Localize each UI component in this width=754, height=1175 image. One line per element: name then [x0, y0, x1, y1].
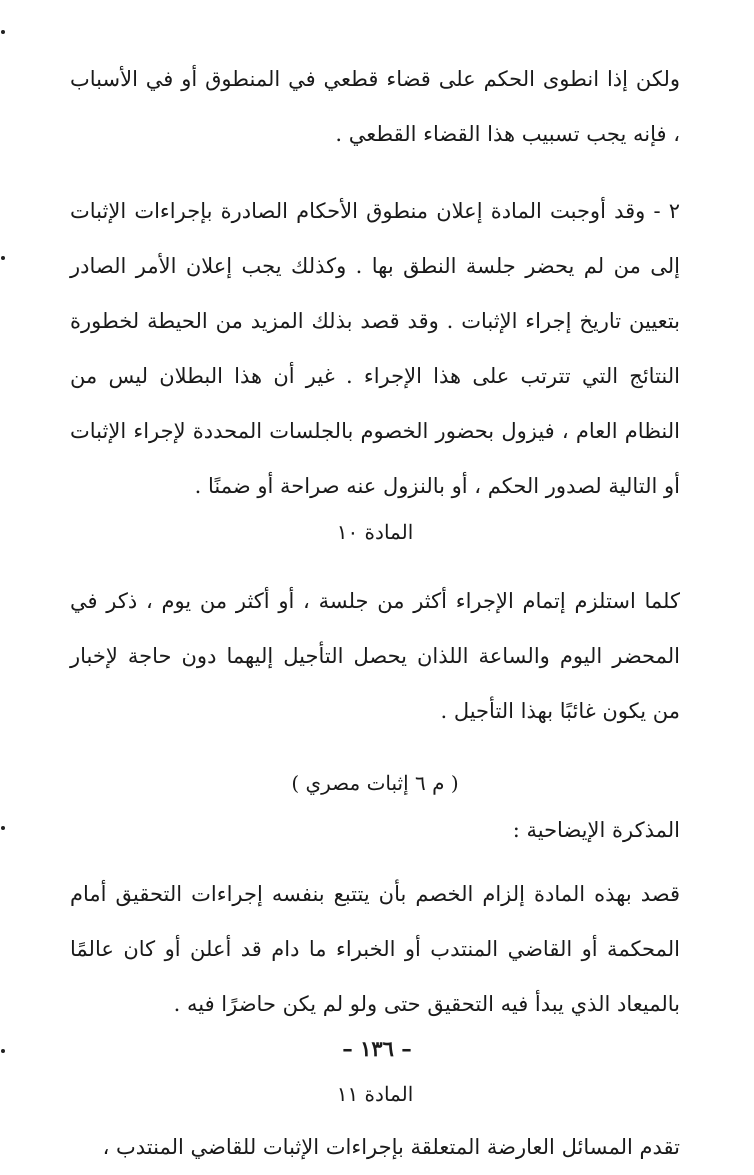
article-10-title: المادة ١٠	[336, 520, 414, 544]
article-11-title: المادة ١١	[336, 1082, 414, 1106]
running-header: ( م ٦ إثبات مصري )	[291, 771, 459, 795]
article-10-text: كلما استلزم إتمام الإجراء أكثر من جلسة ، أو أكثر من يوم ، ذكر في المحضر اليوم والساعة اللذان يحصل التأجيل إليهما دون حاجة لإخبار من يكون غائبًا بهذا التأجيل .	[70, 589, 680, 723]
document-page	[70, 42, 680, 1175]
page-number: – ١٣٦ –	[342, 1036, 412, 1061]
paragraph-causation-note: ولكن إذا انطوى الحكم على قضاء قطعي في المنطوق أو في الأسباب ، فإنه يجب تسبيب هذا القضاء القطعي .	[70, 67, 680, 146]
margin-mark-middle	[1, 256, 5, 260]
article-11-text: تقدم المسائل العارضة المتعلقة بإجراءات الإثبات للقاضي المنتدب ،	[102, 1135, 680, 1159]
margin-mark-lower	[1, 826, 5, 830]
explanatory-memo-text: قصد بهذه المادة إلزام الخصم بأن يتتبع بنفسه إجراءات التحقيق أمام المحكمة أو القاضي المنتدب أو الخبراء ما دام قد أعلن أو كان عالمًا بالميعاد الذي يبدأ فيه التحقيق حتى ولو لم يكن حاضرًا فيه .	[70, 882, 680, 1016]
paragraph-note-2: ٢ - وقد أوجبت المادة إعلان منطوق الأحكام الصادرة بإجراءات الإثبات إلى من لم يحضر جلسة النطق بها . وكذلك يجب إعلان الأمر الصادر بتعيين تاريخ إجراء الإثبات . وقد قصد بذلك المزيد من الحيطة لخطورة النتائج التي تترتب على هذا الإجراء . غير أن هذا البطلان ليس من النظام العام ، فيزول بحضور الخصوم بالجلسات المحددة لإجراء الإثبات أو التالية لصدور الحكم ، أو بالنزول عنه صراحة أو ضمنًا .	[70, 199, 680, 498]
explanatory-memo-label: المذكرة الإيضاحية :	[512, 818, 680, 842]
margin-mark-top	[1, 30, 5, 34]
